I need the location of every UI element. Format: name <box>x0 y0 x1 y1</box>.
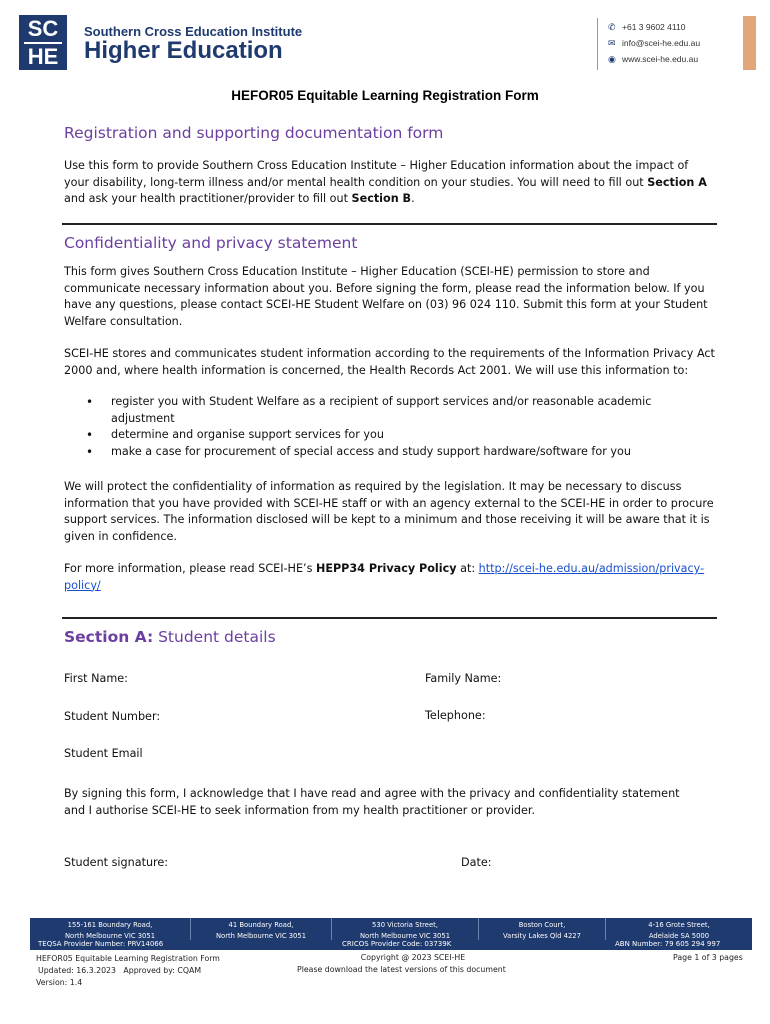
address-line: North Melbourne VIC 3051 <box>215 932 307 940</box>
section-divider-2 <box>62 617 717 619</box>
intro-text-3: . <box>411 192 415 205</box>
contact-email[interactable] <box>608 38 700 49</box>
logo-line-2: HE <box>27 43 59 69</box>
student-email-label: Student Email <box>64 747 143 760</box>
doc-name: HEFOR05 Equitable Learning Registration Form <box>36 954 220 963</box>
form-title: HEFOR05 Equitable Learning Registration Form <box>231 88 539 103</box>
address-line: North Melbourne VIC 3051 <box>359 932 451 940</box>
website-text: www.scei-he.edu.au <box>622 54 699 64</box>
date-label: Date: <box>461 856 492 869</box>
address-line: 530 Victoria Street, <box>372 921 438 929</box>
list-item: • determine and organise support services for you <box>64 427 704 444</box>
address-line: Boston Court, <box>518 921 566 929</box>
address-line: 41 Boundary Road, <box>228 921 294 929</box>
email-text: info@scei-he.edu.au <box>622 38 701 48</box>
updated-date: Updated: 16.3.2023 <box>38 966 116 975</box>
address-line: 4-16 Grote Street, <box>648 921 710 929</box>
intro-text-1: Use this form to provide Southern Cross Education Institute – Higher Education information about the impact of your disability, long-term illness and/or mental health condition on your studies. You will need to fill out <box>64 159 689 189</box>
section-a-title: Student details <box>153 628 276 646</box>
confidentiality-heading: Confidentiality and privacy statement <box>64 234 358 252</box>
teqsa-number: TEQSA Provider Number: PRV14066 <box>38 940 164 948</box>
envelope-icon: ✉ <box>608 38 616 48</box>
family-name-label: Family Name: <box>425 672 502 685</box>
confidentiality-para-3: We will protect the confidentiality of information as required by the legislation. It may be necessary to discuss information that you have provided with SCEI-HE staff or with an agency external to the SCEI-HE in order to procure support services. The information disclosed will be kept to a minimum and those receiving it will be aware that it is given in confidence. <box>64 480 714 543</box>
para4-text-2: at: <box>456 562 479 575</box>
phone-text: +61 3 9602 4110 <box>622 22 686 32</box>
scei-he-logo <box>19 15 67 70</box>
intro-section-a: Section A <box>647 175 707 189</box>
section-a-label: Section A: <box>64 628 154 646</box>
institute-subtitle: Higher Education <box>84 37 283 64</box>
download-note: Please download the latest versions of this document <box>297 965 506 974</box>
privacy-policy-name: HEPP34 Privacy Policy <box>315 562 457 575</box>
contact-phone <box>608 22 685 33</box>
section-a-heading <box>64 628 276 646</box>
list-item: • make a case for procurement of special access and study support hardware/software for you <box>64 444 704 461</box>
header-divider <box>597 18 598 70</box>
copyright: Copyright @ 2023 SCEI-HE <box>360 953 466 962</box>
intro-text-2: and ask your health practitioner/provider to fill out <box>64 192 352 205</box>
student-number-label: Student Number: <box>64 710 161 723</box>
address-line: North Melbourne VIC 3051 <box>64 932 156 940</box>
registration-intro <box>64 158 716 208</box>
telephone-label: Telephone: <box>425 709 486 722</box>
doc-version: Version: 1.4 <box>36 978 83 987</box>
contact-website[interactable] <box>608 54 698 65</box>
section-divider-1 <box>62 223 717 225</box>
address-line: Varsity Lakes Qld 4227 <box>503 932 581 940</box>
cricos-code: CRICOS Provider Code: 03739K <box>342 940 452 948</box>
use-list <box>64 394 704 460</box>
footer-address-4 <box>479 918 605 950</box>
globe-icon: ◉ <box>608 54 616 64</box>
para4-text-1: For more information, please read SCEI-HE’s <box>64 562 316 575</box>
signature-label: Student signature: <box>64 856 169 869</box>
phone-icon: ✆ <box>608 22 616 32</box>
header-accent-bar <box>743 16 756 70</box>
institute-name: Southern Cross Education Institute <box>84 24 303 39</box>
address-line: Adelaide SA 5000 <box>648 932 710 940</box>
page-number: Page 1 of 3 pages <box>673 953 743 962</box>
doc-updated <box>38 965 201 976</box>
abn-number: ABN Number: 79 605 294 997 <box>615 940 721 948</box>
logo-line-1: SC <box>27 15 59 41</box>
footer-address-2 <box>191 918 331 950</box>
privacy-policy-link[interactable]: http://scei-he.edu.au/admission/privacy-policy/ <box>64 562 705 592</box>
address-line: 155-161 Boundary Road, <box>67 921 153 929</box>
confidentiality-para-2: SCEI-HE stores and communicates student information according to the requirements of the Information Privacy Act 2000 and, where health information is concerned, the Health Records Act 2001. We will use this information to: <box>64 347 715 377</box>
first-name-label: First Name: <box>64 672 128 685</box>
approved-by: Approved by: CQAM <box>123 966 202 975</box>
declaration-text: By signing this form, I acknowledge that I have read and agree with the privacy and confidentiality statement and I authorise SCEI-HE to seek information from my health practitioner or provider. <box>64 787 680 817</box>
confidentiality-para-1: This form gives Southern Cross Education Institute – Higher Education (SCEI-HE) permission to store and communicate necessary information about you. Before signing the form, please read the information below. If you have any questions, please contact SCEI-HE Student Welfare on (03) 96 024 110. Submit this form at your Student Welfare consultation. <box>64 265 708 328</box>
intro-section-b: Section B <box>351 192 412 205</box>
list-item: • register you with Student Welfare as a recipient of support services and/or reasonable academic adjustment <box>64 394 704 427</box>
registration-heading: Registration and supporting documentation form <box>64 124 444 142</box>
confidentiality-para-4 <box>64 561 716 594</box>
